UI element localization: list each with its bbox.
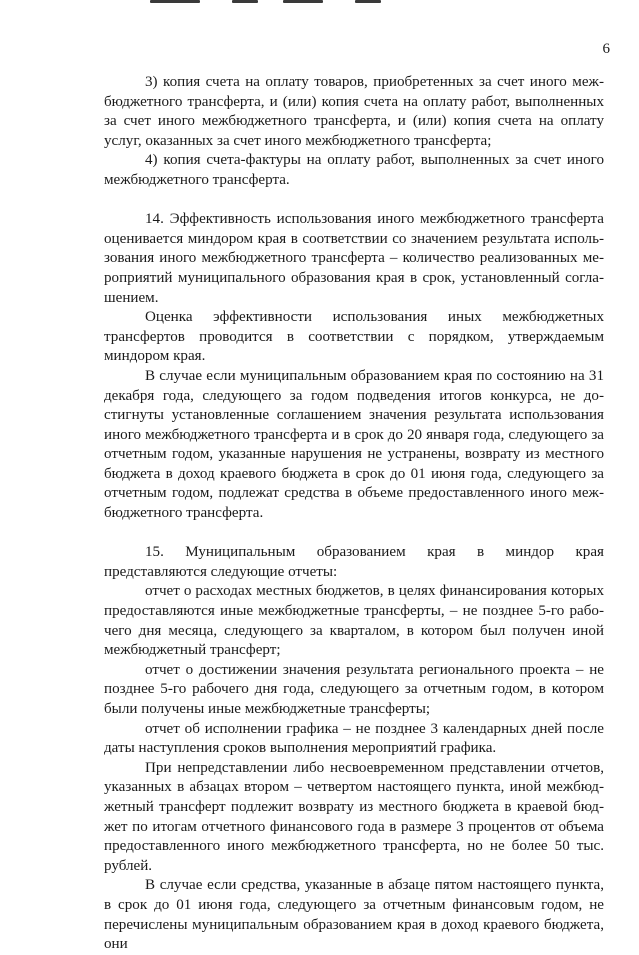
page-number: 6 (602, 41, 610, 57)
paragraph: 15. Муниципальным образованием края в миндор края представляются следующие отчеты: (104, 544, 604, 580)
document-body (104, 73, 604, 955)
paragraph: 4) копия счета-фактуры на оплату работ, выполненных за счет иного межбюджетного трансферта. (104, 152, 604, 188)
paragraph: отчет об исполнении графика – не позднее 3 календарных дней после даты наступления сроков выполнения мероприятий графика. (104, 720, 604, 757)
paragraph: Оценка эффективности использования иных межбюджетных трансфертов проводится в соответствии с порядком, утверждаемым миндором края. (104, 309, 604, 365)
paragraph: В случае если муниципальным образованием края по состоянию на 31 декабря года, следующего за годом подведения итогов конкурса, не достигнуты установленные соглашением значения результата использования иного межбюджетного трансферта и в срок до 20 января года, следующего за отчетным годом, указанные нарушения не устранены, возврату из местного бюджета в доход краевого бюджета в срок до 01 июня года, следующего за отчетным годом, подлежат средства в объеме предоставленного иного межбюджетного трансферта. (104, 367, 604, 522)
paragraph: При непредставлении либо несвоевременном представлении отчетов, указанных в абзацах втором – четвертом настоящего пункта, иной межбюджетный трансферт подлежит возврату из местного бюджета в краевой бюджет по итогам отчетного финансового года в размере 3 процентов от объема предоставленного иного межбюджетного трансферта, но не более 50 тыс. рублей. (104, 759, 604, 874)
paragraph: В случае если средства, указанные в абзаце пятом настоящего пункта, в срок до 01 июня года, следующего за отчетным финансовым годом, не перечислены муниципальным образованием края в доход краевого бюджета, они (104, 877, 604, 953)
paragraph: отчет о расходах местных бюджетов, в целях финансирования которых предоставляются иные межбюджетные трансферты, – не позднее 5-го рабочего дня месяца, следующего за кварталом, в котором был получен иной межбюджетный трансферт; (104, 583, 604, 659)
paragraph: отчет о достижении значения результата регионального проекта – не позднее 5-го рабочего дня года, следующего за отчетным годом, в котором были получены иные межбюджетные трансферты; (104, 661, 604, 717)
paragraph: 14. Эффективность использования иного межбюджетного трансферта оценивается миндором края в соответствии со значением результата использования иного межбюджетного трансферта – количество реализованных мероприятий муниципального образования края в срок, установленный соглашением. (104, 211, 604, 306)
paragraph: 3) копия счета на оплату товаров, приобретенных за счет иного межбюджетного трансферта, и (или) копия счета на оплату работ, выполненных за счет иного межбюджетного трансферта, и (или) копия счета на оплату услуг, оказанных за счет иного межбюджетного трансферта; (104, 74, 604, 149)
previous-page-remnant (0, 0, 639, 8)
